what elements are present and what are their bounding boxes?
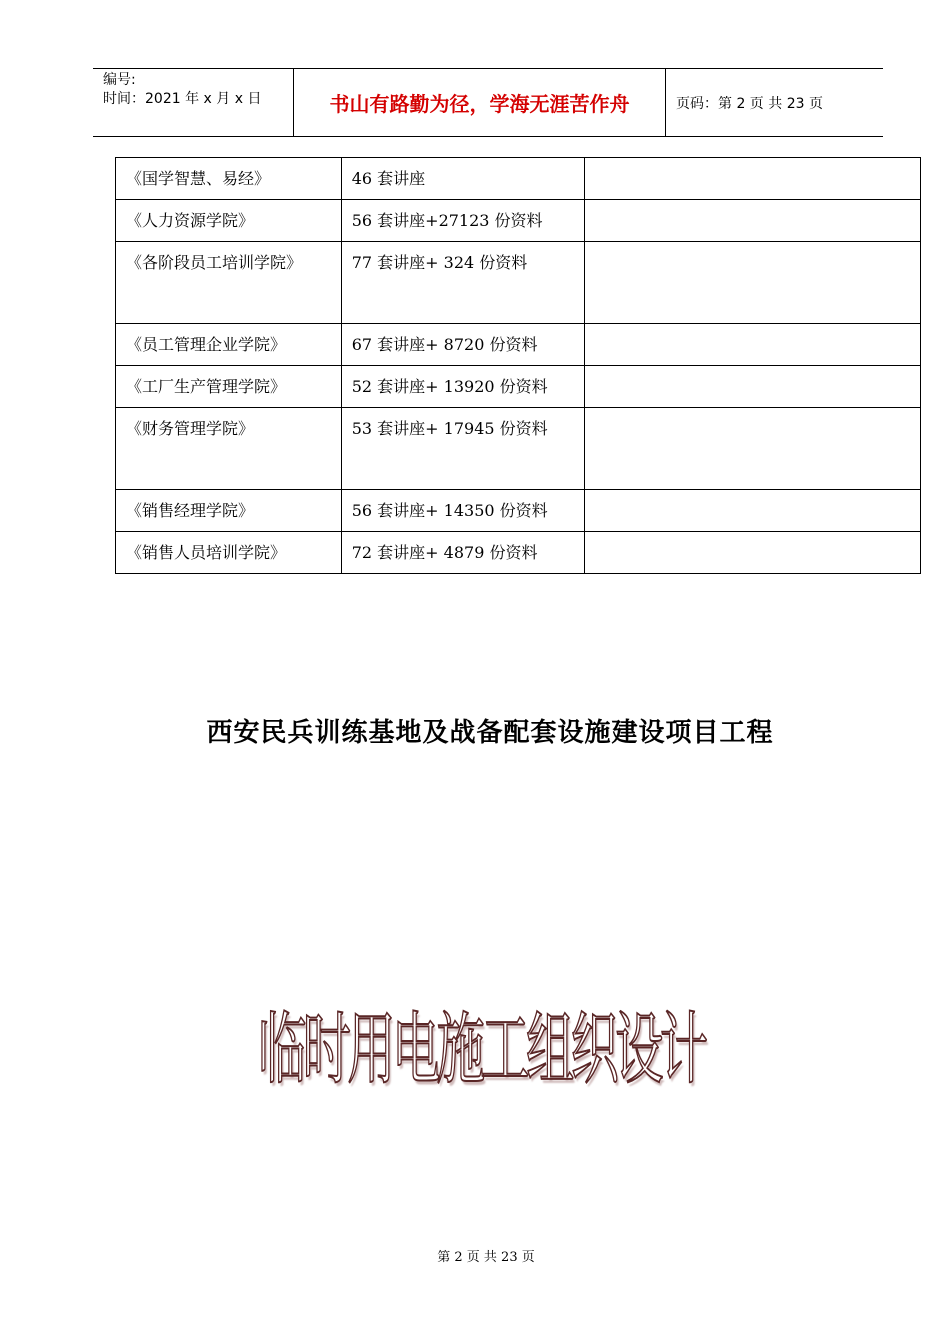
course-content: 52 套讲座+ 13920 份资料: [341, 366, 585, 408]
course-name: 《销售经理学院》: [116, 490, 342, 532]
page-header: [93, 68, 883, 137]
course-name: 《人力资源学院》: [116, 200, 342, 242]
course-extra: [585, 490, 921, 532]
course-content: 67 套讲座+ 8720 份资料: [341, 324, 585, 366]
course-name: 《销售人员培训学院》: [116, 532, 342, 574]
table-row: [116, 324, 921, 366]
course-extra: [585, 200, 921, 242]
table-row: [116, 158, 921, 200]
table-row: [116, 408, 921, 490]
course-extra: [585, 242, 921, 324]
course-content: 46 套讲座: [341, 158, 585, 200]
course-extra: [585, 532, 921, 574]
course-extra: [585, 158, 921, 200]
header-motto: 书山有路勤为径，学海无涯苦作舟: [294, 69, 666, 136]
course-name: 《财务管理学院》: [116, 408, 342, 490]
project-title: 西安民兵训练基地及战备配套设施建设项目工程: [206, 718, 774, 748]
document-number-label: 编号:: [103, 72, 136, 88]
table-row: [116, 242, 921, 324]
course-content: 53 套讲座+ 17945 份资料: [341, 408, 585, 490]
table-row: [116, 532, 921, 574]
course-name: 《国学智慧、易经》: [116, 158, 342, 200]
document-time: 时间：2021 年 x 月 x 日: [103, 91, 262, 107]
table-row: [116, 366, 921, 408]
course-content: 72 套讲座+ 4879 份资料: [341, 532, 585, 574]
course-extra: [585, 324, 921, 366]
course-content: 77 套讲座+ 324 份资料: [341, 242, 585, 324]
course-catalog-table: [115, 157, 921, 574]
header-meta: [93, 69, 294, 136]
page-footer: 第 2 页 共 23 页: [437, 1250, 535, 1265]
course-extra: [585, 408, 921, 490]
course-content: 56 套讲座+27123 份资料: [341, 200, 585, 242]
document-title: 临时用电施工组织设计: [258, 1005, 705, 1095]
course-extra: [585, 366, 921, 408]
course-content: 56 套讲座+ 14350 份资料: [341, 490, 585, 532]
table-row: [116, 200, 921, 242]
course-name: 《工厂生产管理学院》: [116, 366, 342, 408]
course-name: 《各阶段员工培训学院》: [116, 242, 342, 324]
table-row: [116, 490, 921, 532]
course-name: 《员工管理企业学院》: [116, 324, 342, 366]
header-page-number: 页码：第 2 页 共 23 页: [676, 95, 823, 112]
